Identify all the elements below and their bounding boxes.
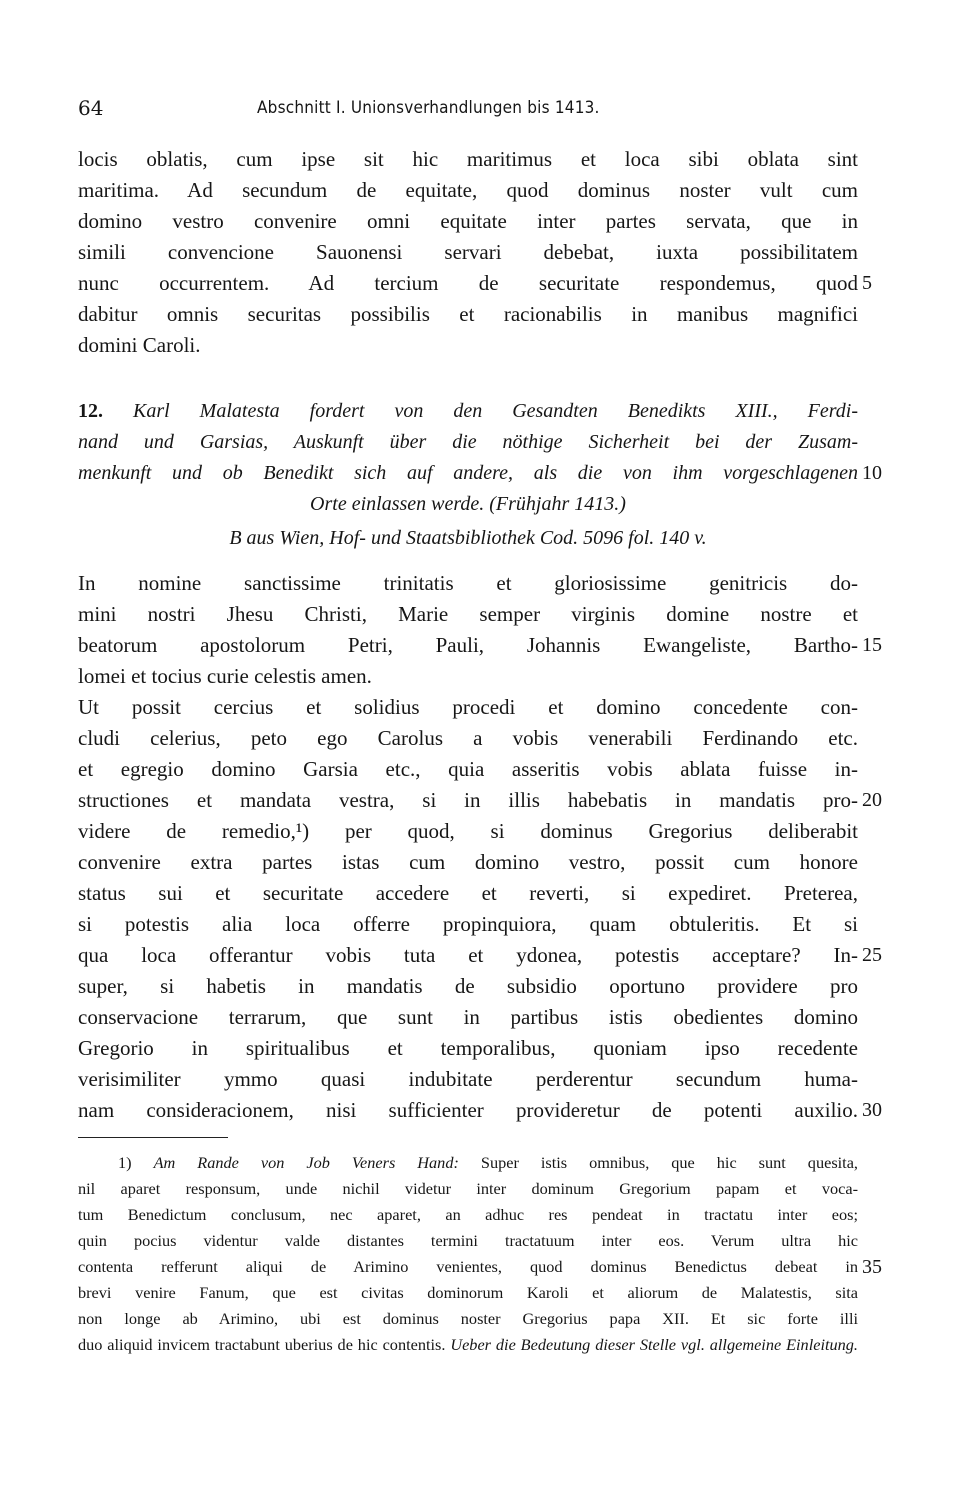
line-number: 20: [862, 789, 882, 811]
text-line: dabitur omnis securitas possibilis et racionabilis in manibus magnifici: [78, 302, 858, 326]
text-line: si potestis alia loca offerre propinquiora, quam obtuleritis. Et si: [78, 912, 858, 936]
text-line: simili convencione Sauonensi servari debebat, iuxta possibilitatem: [78, 240, 858, 264]
text-line: convenire extra partes istas cum domino vestro, possit cum honore: [78, 850, 858, 874]
page-number: 64: [78, 96, 104, 120]
footnote-line: brevi venire Fanum, que est civitas dominorum Karoli et aliorum de Malatestis, sita: [78, 1283, 858, 1302]
footnote-line: contenta refferunt aliqui de Arimino venientes, quod dominus Benedictus debeat in: [78, 1257, 858, 1276]
heading-line: [78, 397, 858, 425]
text-line: beatorum apostolorum Petri, Pauli, Johannis Ewangeliste, Bartho-: [78, 633, 858, 657]
text-line: videre de remedio,¹) per quod, si dominus Gregorius deliberabit: [78, 819, 858, 843]
text-line: super, si habetis in mandatis de subsidio oportuno providere pro: [78, 974, 858, 998]
text-line: verisimiliter ymmo quasi indubitate perderentur secundum huma-: [78, 1067, 858, 1091]
text-line: nam consideracionem, nisi sufficienter provideretur de potenti auxilio.: [78, 1098, 858, 1122]
line-number: 10: [862, 462, 882, 484]
line-number: 15: [862, 634, 882, 656]
footnote-line: non longe ab Arimino, ubi est dominus noster Gregorius papa XII. Et sic forte illi: [78, 1309, 858, 1328]
text-line: qua loca offerantur vobis tuta et ydonea, potestis acceptare? In-: [78, 943, 858, 967]
text-line: domino vestro convenire omni equitate inter partes servata, que in: [78, 209, 858, 233]
footnote-line: [78, 1332, 858, 1358]
text-line: Ut possit cercius et solidius procedi et domino concedente con-: [78, 695, 858, 719]
line-number: 30: [862, 1099, 882, 1121]
footnote-line: quin pocius videntur valde distantes termini tractatuum inter eos. Verum ultra hic: [78, 1231, 858, 1250]
source-note: B aus Wien, Hof- und Staatsbibliothek Cod. 5096 fol. 140 v.: [229, 527, 707, 549]
text-line: status sui et securitate accedere et reverti, si expediret. Preterea,: [78, 881, 858, 905]
footnote-rule: [78, 1137, 228, 1138]
footnote-text: duo aliquid invicem tractabunt uberius de hic contentis.: [78, 1335, 446, 1354]
heading-line: nand und Garsias, Auskunft über die nöthige Sicherheit bei der Zusam-: [78, 431, 858, 453]
text-line: lomei et tocius curie celestis amen.: [78, 664, 372, 688]
text-line: et egregio domino Garsia etc., quia asseritis vobis ablata fuisse in-: [78, 757, 858, 781]
text-line: In nomine sanctissime trinitatis et gloriosissime genitricis do-: [78, 571, 858, 595]
heading-line: Orte einlassen werde. (Frühjahr 1413.): [310, 493, 626, 515]
footnote-marker: 1): [118, 1153, 132, 1172]
page-header: [78, 96, 878, 122]
heading-text: Karl Malatesta fordert von den Gesandten Benedikts XIII., Ferdi-: [133, 400, 858, 422]
text-line: cludi celerius, peto ego Carolus a vobis venerabili Ferdinando etc.: [78, 726, 858, 750]
line-number: 35: [862, 1256, 882, 1278]
footnote-text: Super istis omnibus, que hic sunt quesita,: [480, 1153, 858, 1172]
footnote-lead: Am Rande von Job Veners Hand:: [153, 1153, 459, 1172]
line-number: 5: [862, 272, 872, 294]
text-line: structiones et mandata vestra, si in illis habebatis in mandatis pro-: [78, 788, 858, 812]
footnote-line: [118, 1150, 858, 1176]
running-title: Abschnitt I. Unionsverhandlungen bis 1413.: [257, 98, 600, 118]
footnote-line: nil aparet responsum, unde nichil videtur inter dominum Gregorium papam et voca-: [78, 1179, 858, 1198]
text-line: mini nostri Jhesu Christi, Marie semper virginis domine nostre et: [78, 602, 858, 626]
text-line: conservacione terrarum, que sunt in partibus istis obedientes domino: [78, 1005, 858, 1029]
text-line: maritima. Ad secundum de equitate, quod dominus noster vult cum: [78, 178, 858, 202]
heading-line: menkunft und ob Benedikt sich auf andere, als die von ihm vorgeschlagenen: [78, 462, 858, 484]
text-line: domini Caroli.: [78, 333, 201, 357]
footnote-line: tum Benedictum conclusum, nec aparet, an adhuc res pendeat in tractatu inter eos;: [78, 1205, 858, 1224]
text-line: locis oblatis, cum ipse sit hic maritimus et loca sibi oblata sint: [78, 147, 858, 171]
footnote-closing: Ueber die Bedeutung dieser Stelle vgl. allgemeine Einleitung.: [450, 1335, 858, 1354]
line-number: 25: [862, 944, 882, 966]
text-line: nunc occurrentem. Ad tercium de securitate respondemus, quod: [78, 271, 858, 295]
document-number: 12.: [78, 400, 103, 422]
text-line: Gregorio in spiritualibus et temporalibus, quoniam ipso recedente: [78, 1036, 858, 1060]
